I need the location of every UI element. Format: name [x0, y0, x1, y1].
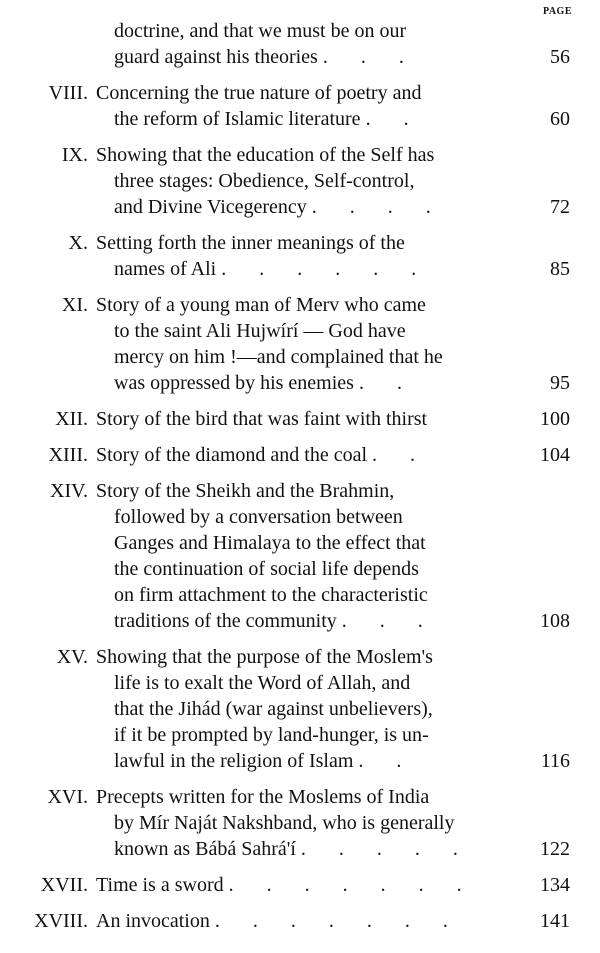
leader-dots: . . . . . — [300, 838, 472, 860]
leader-dots: . . — [372, 444, 430, 466]
title-line: An invocation . . . . . . . — [96, 910, 462, 932]
title-line: Ganges and Himalaya to the effect that — [114, 532, 426, 554]
chapter-title — [96, 292, 496, 396]
page-number: 108 — [540, 610, 570, 632]
title-line: Showing that the purpose of the Moslem's — [96, 646, 433, 668]
title-line: doctrine, and that we must be on our — [114, 20, 407, 42]
toc-entry — [0, 18, 600, 70]
title-line: that the Jihád (war against unbelievers), — [114, 698, 433, 720]
page-number: 100 — [540, 408, 570, 430]
title-line: on firm attachment to the characteristic — [114, 584, 428, 606]
toc-entry — [0, 872, 600, 898]
table-of-contents — [0, 18, 600, 934]
title-line: Story of the bird that was faint with thirst — [96, 408, 428, 430]
title-line: by Mír Naját Nakshband, who is generally — [114, 812, 455, 834]
toc-entry — [0, 292, 600, 396]
chapter-title — [96, 142, 496, 220]
toc-entry — [0, 80, 600, 132]
chapter-title — [96, 478, 496, 634]
title-line: Concerning the true nature of poetry and — [96, 82, 422, 104]
title-line: if it be prompted by land-hunger, is un- — [114, 724, 429, 746]
leader-dots: . . . . . . . — [228, 874, 476, 896]
page-number: 72 — [550, 196, 570, 218]
page-number: 141 — [540, 910, 570, 932]
chapter-numeral: IX. — [61, 144, 88, 166]
chapter-title — [96, 784, 496, 862]
chapter-numeral: XII. — [55, 408, 88, 430]
leader-dots: . . — [358, 750, 416, 772]
leader-dots: . . . . . . — [221, 258, 431, 280]
chapter-title — [96, 18, 496, 70]
chapter-numeral: XVI. — [47, 786, 88, 808]
toc-entry — [0, 644, 600, 774]
page-number: 60 — [550, 108, 570, 130]
title-line: traditions of the community . . . — [114, 610, 437, 632]
page-column-header: PAGE — [542, 6, 572, 17]
chapter-title — [96, 80, 496, 132]
title-line: lawful in the religion of Islam . . — [114, 750, 416, 772]
title-line: was oppressed by his enemies . . — [114, 372, 416, 394]
page-number: 116 — [540, 750, 570, 772]
chapter-numeral: XIV. — [50, 480, 88, 502]
chapter-title — [96, 442, 496, 468]
chapter-numeral: XV. — [56, 646, 88, 668]
chapter-title — [96, 406, 496, 432]
leader-dots: . . — [365, 108, 423, 130]
leader-dots: . . . . — [311, 196, 445, 218]
toc-entry — [0, 142, 600, 220]
page-number: 134 — [540, 874, 570, 896]
title-line: and Divine Vicegerency . . . . — [114, 196, 445, 218]
chapter-numeral: XIII. — [48, 444, 88, 466]
chapter-title — [96, 230, 496, 282]
title-line: the continuation of social life depends — [114, 558, 419, 580]
leader-dots: . . — [358, 372, 416, 394]
title-line: Showing that the education of the Self has — [96, 144, 435, 166]
title-line: guard against his theories . . . — [114, 46, 418, 68]
title-line: known as Bábá Sahrá'í . . . . . — [114, 838, 472, 860]
chapter-title — [96, 872, 496, 898]
toc-entry — [0, 908, 600, 934]
title-line: Story of the diamond and the coal . . — [96, 444, 430, 466]
page-number: 122 — [540, 838, 570, 860]
title-line: life is to exalt the Word of Allah, and — [114, 672, 411, 694]
title-line: Story of a young man of Merv who came — [96, 294, 426, 316]
chapter-numeral: X. — [68, 232, 88, 254]
chapter-numeral: XVIII. — [34, 910, 88, 932]
title-line: followed by a conversation between — [114, 506, 403, 528]
toc-entry — [0, 442, 600, 468]
chapter-title — [96, 908, 496, 934]
leader-dots: . . . . . . . — [214, 910, 462, 932]
title-line: names of Ali . . . . . . — [114, 258, 431, 280]
title-line: Time is a sword . . . . . . . — [96, 874, 476, 896]
title-line: to the saint Ali Hujwírí — God have — [114, 320, 406, 342]
page-number: 85 — [550, 258, 570, 280]
toc-entry — [0, 478, 600, 634]
chapter-numeral: XI. — [61, 294, 88, 316]
chapter-numeral: VIII. — [48, 82, 88, 104]
toc-entry — [0, 784, 600, 862]
toc-entry — [0, 230, 600, 282]
chapter-numeral: XVII. — [40, 874, 88, 896]
leader-dots: . . . — [322, 46, 418, 68]
page-number: 104 — [540, 444, 570, 466]
toc-entry — [0, 406, 600, 432]
page-number: 56 — [550, 46, 570, 68]
title-line: Precepts written for the Moslems of India — [96, 786, 430, 808]
title-line: the reform of Islamic literature . . — [114, 108, 423, 130]
title-line: Setting forth the inner meanings of the — [96, 232, 405, 254]
page-number: 95 — [550, 372, 570, 394]
leader-dots: . . . — [341, 610, 437, 632]
title-line: three stages: Obedience, Self-control, — [114, 170, 415, 192]
chapter-title — [96, 644, 496, 774]
title-line: mercy on him !—and complained that he — [114, 346, 443, 368]
title-line: Story of the Sheikh and the Brahmin, — [96, 480, 395, 502]
